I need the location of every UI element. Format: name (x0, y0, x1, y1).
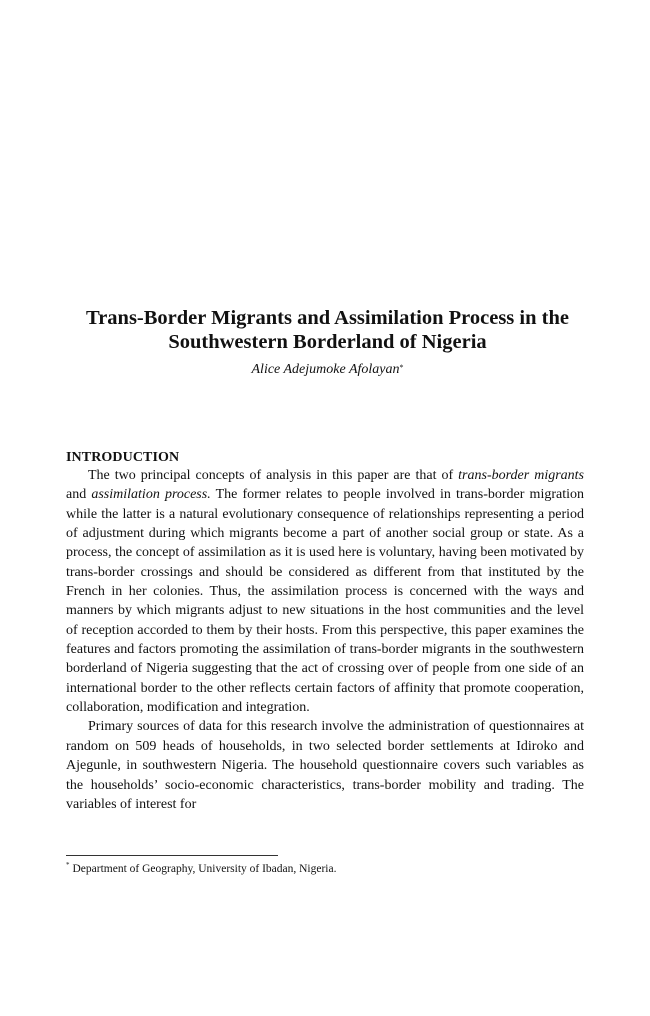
footnote-mark: * (66, 861, 70, 869)
paper-title-line-2: Southwestern Borderland of Nigeria (168, 331, 487, 353)
term-assimilation-process: assimilation process. (91, 487, 211, 503)
section-heading: INTRODUCTION (66, 450, 180, 465)
paragraph-1 (66, 466, 584, 717)
body-text (66, 466, 584, 814)
author-name: Alice Adejumoke Afolayan (251, 362, 400, 377)
paragraph-1-text-a: The two principal concepts of analysis in this paper are that of (88, 468, 459, 483)
author-line (60, 361, 595, 379)
author-footnote-mark: * (399, 363, 404, 372)
paper-title-line-1: Trans-Border Migrants and Assimilation Process in the (86, 307, 569, 329)
footnote-text: Department of Geography, University of Ibadan, Nigeria. (72, 863, 337, 875)
footnote-divider (66, 855, 278, 856)
paragraph-2: Primary sources of data for this research involve the administration of questionnaires at random on 509 heads of households, in two selected border settlements at Idiroko and Ajegunle, in southwestern Nigeria. The household questionnaire covers such variables as the households’ socio-economic characteristics, trans-border mobility and trading. The variables of interest for (66, 719, 584, 812)
footnote (66, 862, 336, 877)
paragraph-1-text-b: and (66, 487, 92, 503)
paragraph-1-text-c: The former relates to people involved in trans-border migration while the latter is a natural evolutionary consequence of relationships representing a period of adjustment during which migrants become a part of another social group or state. As a process, the concept of assimilation as it is used here is voluntary, having been motivated by trans-border crossings and should be considered as different from that instituted by the French in her colonies. Thus, the assimilation process is concerned with the ways and manners by which migrants adjust to new situations in the host communities and the level of reception accorded to them by their hosts. From this perspective, this paper examines the features and factors promoting the assimilation of trans-border migrants in the southwestern borderland of Nigeria suggesting that the act of crossing over of people from one side of an international border to the other reflects certain factors of affinity that promote cooperation, collaboration, modification and integration. (66, 487, 584, 716)
paper-title (60, 306, 595, 354)
term-trans-border-migrants: trans-border migrants (458, 468, 584, 483)
